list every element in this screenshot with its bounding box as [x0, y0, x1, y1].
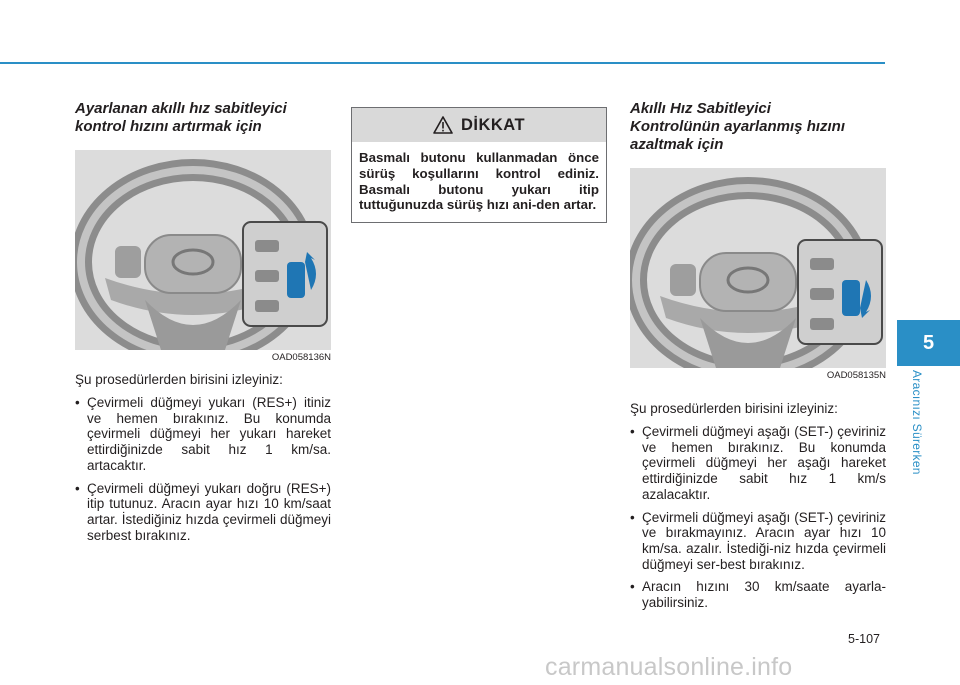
chapter-number: 5 [922, 331, 935, 354]
list-item: • Çevirmeli düğmeyi yukarı doğru (RES+) itip tutunuz. Aracın ayar hızı 10 km/saat artar. İstediğiniz hızda çevirmeli düğmeyi serbest bırakınız. [75, 481, 331, 544]
middle-column [351, 107, 607, 223]
caution-text: Basmalı butonu kullanmadan önce sürüş koşullarını kontrol ediniz. Basmalı butonu yukarı itip tuttuğunuzda sürüş hızı ani-den artar. [359, 150, 599, 213]
steering-wheel-figure-set [630, 168, 886, 368]
chapter-title: Aracınızı Sürerken [910, 370, 924, 475]
watermark: carmanualsonline.info [545, 653, 793, 681]
steering-wheel-illustration [630, 168, 886, 368]
bullet-list-decrease [630, 424, 886, 611]
steering-wheel-figure-res [75, 150, 331, 350]
page-number: 5-107 [848, 632, 880, 646]
warning-triangle-icon [433, 116, 453, 134]
list-item: • Aracın hızını 30 km/saate ayarla-yabilirsiniz. [630, 579, 886, 610]
caution-box [351, 107, 607, 223]
figure-caption-res: OAD058136N [271, 352, 331, 363]
list-item: • Çevirmeli düğmeyi aşağı (SET-) çeviriniz ve hemen bırakınız. Bu konumda çevirmeli düğmeyi her aşağı hareket ettirdiğinizde sabit hız 1 km/s azalacaktır. [630, 424, 886, 503]
chapter-number-tab[interactable] [897, 320, 960, 366]
left-column [75, 100, 331, 550]
list-item: • Çevirmeli düğmeyi aşağı (SET-) çeviriniz ve bırakmayınız. Aracın ayar hızı 10 km/sa. azalır. İstediği-niz hızda çevirmeli düğmeyi ser-best bırakınız. [630, 510, 886, 573]
header-rule [0, 62, 885, 64]
intro-text: Şu prosedürlerden birisini izleyiniz: [75, 372, 283, 387]
steering-wheel-illustration [75, 150, 331, 350]
caution-title: DİKKAT [460, 115, 526, 134]
section-title-decrease: Akıllı Hız Sabitleyici Kontrolünün ayarlanmış hızını azaltmak için [630, 100, 846, 153]
bullet-list-increase [75, 395, 331, 543]
intro-text: Şu prosedürlerden birisini izleyiniz: [630, 401, 838, 416]
list-item: • Çevirmeli düğmeyi yukarı (RES+) itiniz ve hemen bırakınız. Bu konumda çevirmeli düğmeyi her yukarı hareket ettirdiğinizde sabit hız 1 km/sa. artacaktır. [75, 395, 331, 474]
caution-header [352, 108, 606, 142]
right-column [630, 100, 886, 618]
section-title-increase: Ayarlanan akıllı hız sabitleyici kontrol hızını artırmak için [75, 100, 287, 135]
figure-caption-set: OAD058135N [826, 370, 886, 381]
